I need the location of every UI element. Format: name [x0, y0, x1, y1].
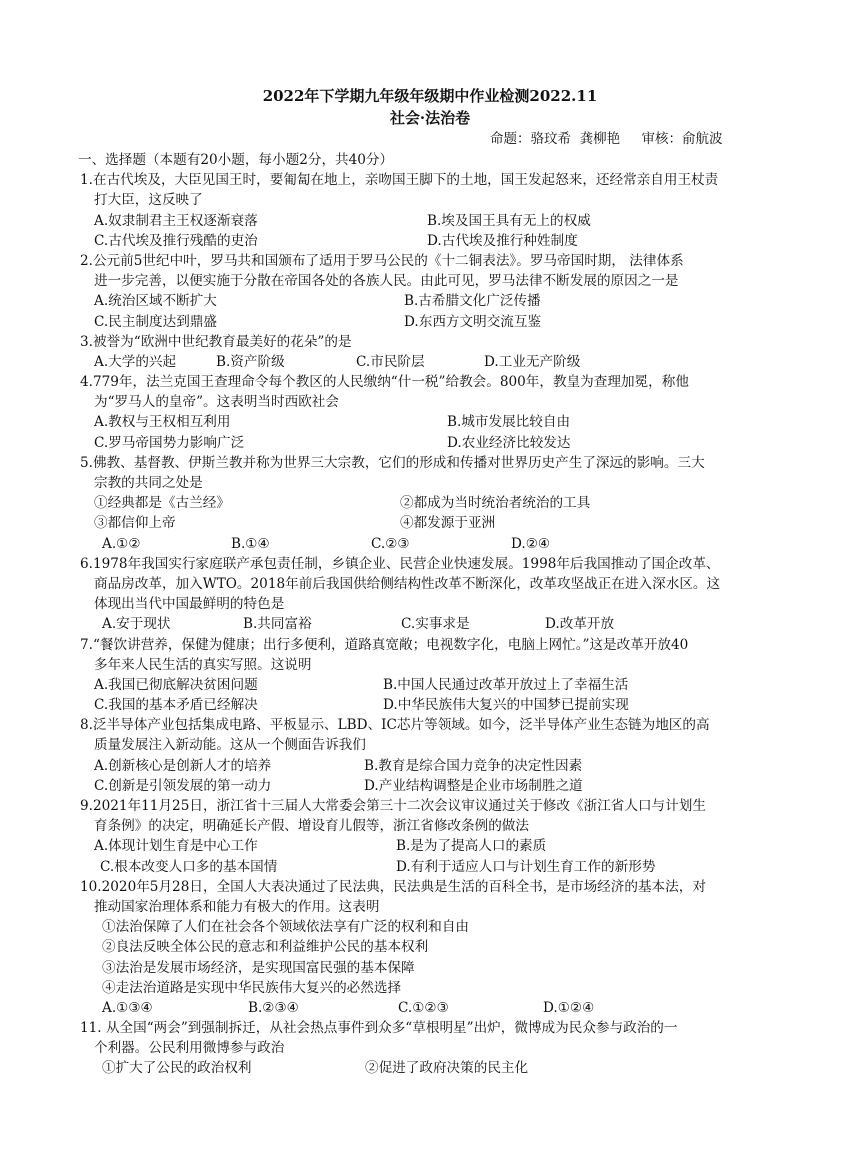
question-stem: 质量发展注入新动能。这从一个侧面告诉我们	[94, 737, 366, 754]
option: D.①②④	[543, 999, 595, 1016]
option: A.大学的兴起	[94, 353, 177, 370]
option-row	[80, 998, 790, 1018]
question-stem: 9.2021年11月25日，浙江省十三届人大常委会第三十二次会议审议通过关于修改《浙江省人口与计划生	[80, 798, 706, 814]
option: A.我国已彻底解决贫困问题	[94, 676, 258, 693]
option: C.②③	[371, 535, 410, 552]
question-stem: 体现出当代中国最鲜明的特色是	[94, 596, 285, 613]
option: C.市民阶层	[356, 353, 425, 370]
question-stem: 个利器。公民利用微博参与政治	[94, 1040, 285, 1057]
statement: ④都发源于亚洲	[400, 515, 496, 532]
option: A.教权与王权相互利用	[94, 414, 231, 431]
statement: ②良法反映全体公民的意志和利益维护公民的基本权利	[102, 939, 429, 956]
option-row	[80, 836, 790, 856]
option: A.①②	[102, 535, 141, 552]
option-row	[80, 614, 790, 634]
option: C.民主制度达到鼎盛	[94, 313, 217, 330]
option: C.古代埃及推行残酷的吏治	[94, 232, 258, 249]
option-row	[80, 675, 790, 695]
option: D.东西方文明交流互鉴	[404, 313, 542, 330]
option: B.是为了提高人口的素质	[396, 838, 547, 855]
question-stem: 10.2020年5月28日，全国人大表决通过了民法典，民法典是生活的百科全书，是市场经济的基本法，对	[80, 878, 706, 895]
option: A.统治区域不断扩大	[94, 293, 217, 310]
option: D.②④	[511, 535, 551, 552]
option: A.奴隶制君主王权逐渐衰落	[94, 212, 258, 229]
question-stem: 6.1978年我国实行家庭联产承包责任制，乡镇企业、民营企业快速发展。1998年后我国推动了国企改革、	[80, 555, 720, 572]
option: B.城市发展比较自由	[447, 414, 571, 431]
question-stem: 推动国家治理体系和能力有极大的作用。这表明	[94, 898, 380, 915]
option-row	[80, 857, 790, 877]
question-stem: 进一步完善，以便实施于分散在帝国各处的各族人民。由此可见，罗马法律不断发展的原因之一是	[94, 273, 679, 290]
option: B.②③④	[248, 999, 299, 1016]
exam-title: 2022年下学期九年级年级期中作业检测2022.11	[262, 87, 598, 105]
question-stem: 为“罗马人的皇帝”。这表明当时西欧社会	[94, 394, 339, 411]
option-row	[80, 695, 790, 715]
statement: ②促进了政府决策的民主化	[365, 1060, 529, 1077]
option: A.体现计划生育是中心工作	[94, 838, 258, 855]
option: D.古代埃及推行种姓制度	[427, 232, 578, 249]
option: D.农业经济比较发达	[447, 434, 571, 451]
option-row	[80, 534, 790, 554]
option: B.教育是综合国力竞争的决定性因素	[364, 757, 583, 774]
statement: ①法治保障了人们在社会各个领域依法享有广泛的权利和自由	[102, 919, 470, 936]
option-row	[80, 756, 790, 776]
option: D.产业结构调整是企业市场制胜之道	[364, 777, 583, 794]
question-stem: 3.被誉为“欧洲中世纪教育最美好的花朵”的是	[80, 333, 352, 350]
statement: ④走法治道路是实现中华民族伟大复兴的必然选择	[102, 979, 402, 996]
option: D.改革开放	[545, 616, 615, 633]
option: D.中华民族伟大复兴的中国梦已提前实现	[383, 697, 629, 714]
option: A.安于现状	[102, 616, 171, 633]
question-stem: 2.公元前5世纪中叶，罗马共和国颁布了适用于罗马公民的《十二铜表法》。罗马帝国时期， 法律体系	[80, 252, 684, 269]
option: C.罗马帝国势力影响广泛	[94, 434, 245, 451]
exam-subtitle: 社会·法治卷	[389, 109, 471, 127]
option: A.①③④	[102, 999, 153, 1016]
statement-row	[80, 1058, 790, 1078]
question-stem: 8.泛半导体产业包括集成电路、平板显示、LBD、IC芯片等领域。如今，泛半导体产业生态链为地区的高	[80, 717, 710, 734]
statement: ③都信仰上帝	[94, 515, 176, 532]
question-stem: 5.佛教、基督教、伊斯兰教并称为世界三大宗教，它们的形成和传播对世界历史产生了深远的影响。三大	[80, 454, 705, 471]
statement: ②都成为当时统治者统治的工具	[400, 495, 591, 512]
option-row	[80, 312, 790, 332]
option: D.有利于适应人口与计划生育工作的新形势	[396, 858, 656, 875]
option-row	[80, 352, 790, 372]
option: B.埃及国王具有无上的权威	[427, 212, 591, 229]
option-row	[80, 231, 790, 251]
option: B.共同富裕	[243, 616, 312, 633]
option-row	[80, 211, 790, 231]
option: C.根本改变人口多的基本国情	[100, 858, 278, 875]
statement: ①经典都是《古兰经》	[94, 495, 230, 512]
question-stem: 多年来人民生活的真实写照。这说明	[94, 656, 312, 673]
question-stem: 7.“餐饮讲营养，保健为健康；出行多便利，道路真宽敞；电视数字化，电脑上网忙。”这是改革开放40	[80, 636, 689, 653]
question-stem: 育条例》的决定，明确延长产假、增设育儿假等，浙江省修改条例的做法	[94, 818, 529, 835]
question-stem: 1.在古代埃及，大臣见国王时，要匍匐在地上，亲吻国王脚下的土地，国王发起怒来，还经常亲自用王杖责	[80, 172, 719, 189]
option: C.我国的基本矛盾已经解决	[94, 697, 258, 714]
question-stem: 4.779年，法兰克国王查理命令每个教区的人民缴纳“什一税”给教会。800年，教皇为查理加冕，称他	[80, 374, 689, 391]
option: C.创新是引领发展的第一动力	[94, 777, 272, 794]
option-row	[80, 776, 790, 796]
option-row	[80, 291, 790, 311]
section-heading: 一、选择题（本题有20小题，每小题2分，共40分）	[78, 152, 394, 168]
option: D.工业无产阶级	[484, 353, 581, 370]
statement-row	[80, 493, 790, 513]
question-stem: 11. 从全国“两会”到强制拆迁，从社会热点事件到众多“草根明星”出炉，微博成为民众参与政治的一	[80, 1020, 678, 1037]
option: A.创新核心是创新人才的培养	[94, 757, 272, 774]
question-stem: 打大臣，这反映了	[94, 192, 203, 209]
option: B.古希腊文化广泛传播	[404, 293, 541, 310]
question-stem: 商品房改革，加入WTO。2018年前后我国供给侧结构性改革不断深化，改革攻坚战正在进入深水区。这	[94, 575, 721, 592]
option: B.①④	[231, 535, 270, 552]
question-stem: 宗教的共同之处是	[94, 475, 203, 491]
option-row	[80, 433, 790, 453]
exam-credits: 命题：骆玟希 龚柳艳 审核：俞航波	[490, 131, 723, 147]
option: B.资产阶级	[216, 353, 285, 370]
option: B.中国人民通过改革开放过上了幸福生活	[383, 676, 629, 693]
statement-row	[80, 513, 790, 533]
statement: ③法治是发展市场经济，是实现国富民强的基本保障	[102, 959, 415, 976]
option-row	[80, 412, 790, 432]
statement: ①扩大了公民的政治权利	[102, 1060, 252, 1077]
question-list	[80, 150, 790, 1079]
option: C.实事求是	[401, 616, 470, 633]
option: C.①②③	[398, 999, 449, 1016]
